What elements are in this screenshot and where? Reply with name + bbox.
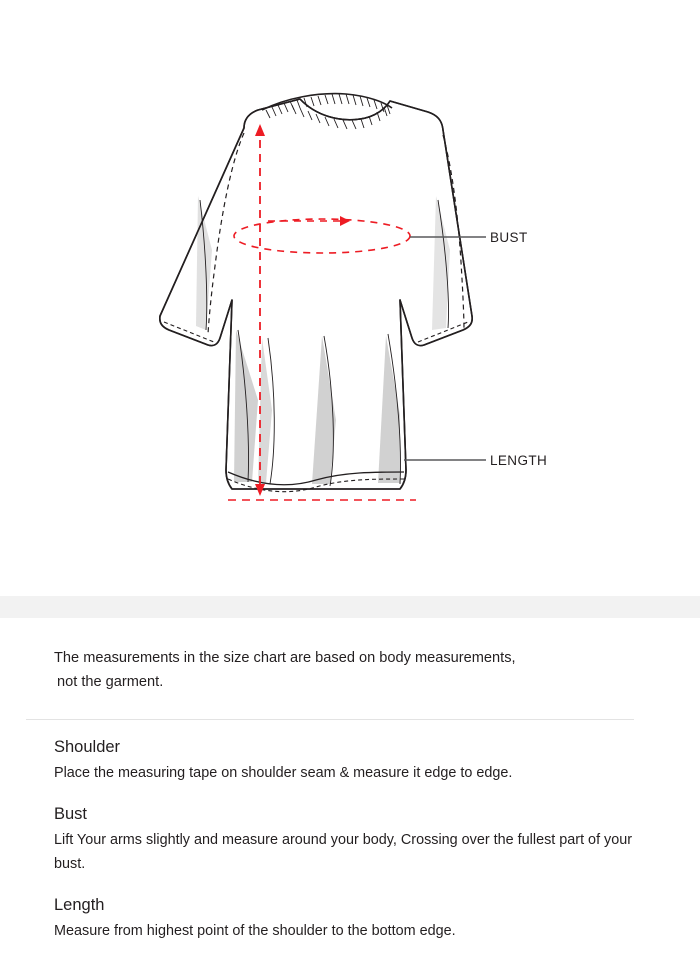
length-description: Measure from highest point of the shoulder to the bottom edge. [54,923,456,939]
garment-outline-group [160,94,472,492]
intro-text [54,646,654,694]
horizontal-divider [26,719,634,720]
instruction-list [54,734,658,959]
shoulder-description: Place the measuring tape on shoulder seam & measure it edge to edge. [54,765,513,781]
intro-line-2: not the garment. [57,674,164,690]
bust-description: Lift Your arms slightly and measure around your body, Crossing over the fullest part of your bust. [54,832,633,872]
list-item [54,892,658,943]
length-title: Length [54,896,105,914]
section-divider-band [0,596,700,618]
intro-line-1: The measurements in the size chart are based on body measurements, [54,650,516,666]
length-label: LENGTH [490,453,548,468]
list-item [54,801,658,876]
bust-title: Bust [54,805,88,823]
bust-label: BUST [490,230,528,245]
list-item [54,734,658,785]
measurement-instructions-section [0,618,700,946]
shoulder-title: Shoulder [54,738,121,756]
